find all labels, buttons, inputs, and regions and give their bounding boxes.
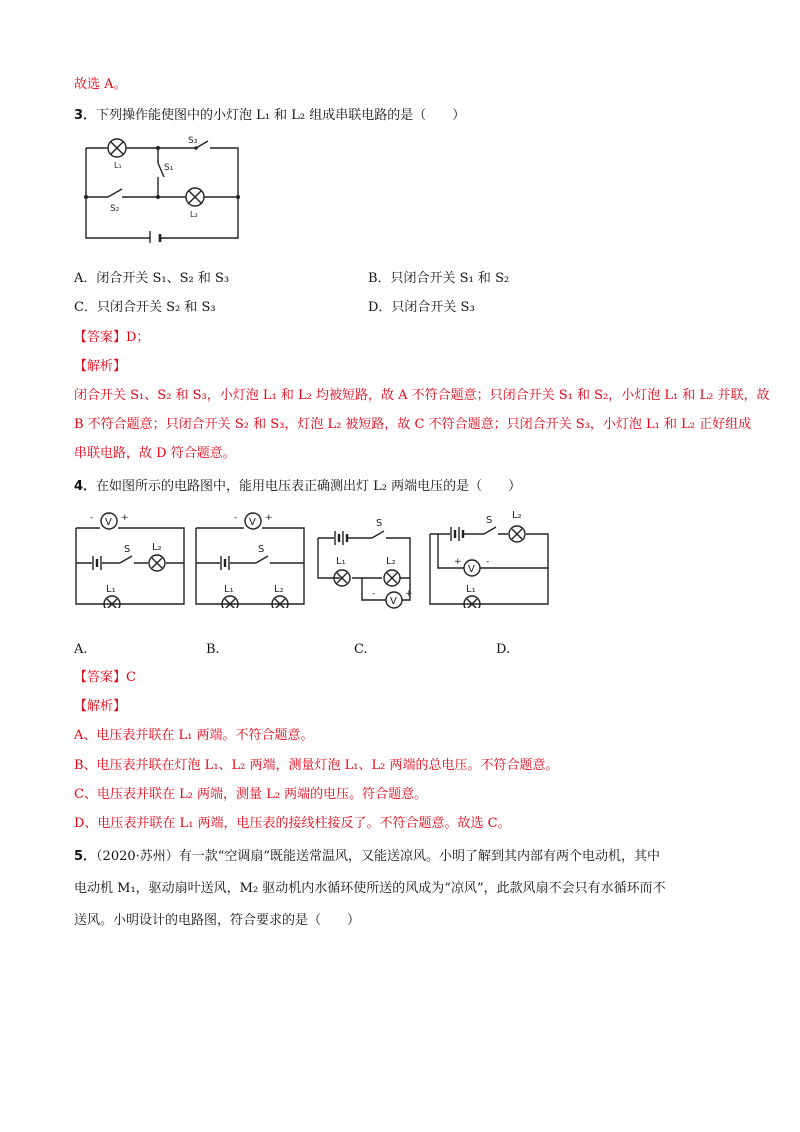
question-4-circuit-a bbox=[72, 508, 192, 608]
question-5-line-2: 电动机 M₁，驱动扇叶送风，M₂ 驱动机内水循环使所送的风成为“凉风”，此款风扇不会只有水循环而不 bbox=[74, 881, 666, 896]
question-5-line-3: 送风。小明设计的电路图，符合要求的是（ ） bbox=[74, 913, 361, 928]
q4a-lamp-l1 bbox=[104, 596, 120, 608]
q3-node-right bbox=[236, 195, 240, 199]
question-4-answer: 【答案】C bbox=[74, 670, 136, 685]
q4c-plus: + bbox=[405, 589, 413, 599]
question-4-option-d[interactable]: D. bbox=[496, 642, 511, 657]
q4c-label-l1: L₁ bbox=[336, 556, 346, 567]
question-3-number: 3． bbox=[74, 108, 97, 123]
question-3-option-d[interactable]: D．只闭合开关 S₃ bbox=[368, 300, 475, 315]
question-4-option-c[interactable]: C. bbox=[354, 642, 368, 657]
q4c-voltmeter bbox=[386, 592, 402, 608]
q3-switch-s3 bbox=[196, 141, 208, 148]
q4b-wire bbox=[196, 528, 304, 604]
question-3-option-b[interactable]: B．只闭合开关 S₁ 和 S₂ bbox=[368, 271, 510, 286]
q3-label-s1: S₁ bbox=[164, 163, 174, 173]
question-4-analysis-line-2: B、电压表并联在灯泡 L₁、L₂ 两端，测量灯泡 L₁、L₂ 两端的总电压。不符合题意。 bbox=[74, 758, 559, 773]
q4b-voltmeter-label: V bbox=[249, 517, 256, 528]
question-3-analysis-line-1: 闭合开关 S₁、S₂ 和 S₃，小灯泡 L₁ 和 L₂ 均被短路，故 A 不符合题意；只闭合开关 S₁ 和 S₂，小灯泡 L₁ 和 L₂ 并联，故 bbox=[74, 388, 770, 403]
q4b-minus: - bbox=[234, 513, 238, 523]
question-4-analysis-line-4: D、电压表并联在 L₁ 两端，电压表的接线柱接反了。不符合题意。故选 C。 bbox=[74, 816, 511, 831]
q4a-voltmeter bbox=[101, 513, 117, 529]
q4a-label-l2: L₂ bbox=[152, 542, 162, 553]
question-3-circuit-diagram bbox=[78, 133, 248, 243]
question-4-option-b[interactable]: B. bbox=[206, 642, 220, 657]
q3-label-s3: S₃ bbox=[188, 136, 198, 146]
q4b-switch bbox=[256, 556, 268, 563]
q3-label-l1: L₁ bbox=[114, 161, 122, 170]
q4b-label-l1: L₁ bbox=[224, 584, 234, 595]
q3-node-top bbox=[156, 146, 160, 150]
q4a-battery bbox=[93, 556, 101, 570]
q4a-label-s: S bbox=[124, 544, 131, 555]
q4b-battery bbox=[221, 556, 229, 570]
q4c-voltmeter-label: V bbox=[390, 596, 397, 607]
q3-switch-s3-contact bbox=[194, 146, 198, 150]
q4c-label-l2: L₂ bbox=[386, 556, 396, 567]
question-4-stem bbox=[74, 478, 521, 496]
q4a-label-l1: L₁ bbox=[106, 584, 116, 595]
q4b-voltmeter bbox=[245, 513, 261, 529]
q3-switch-s2 bbox=[108, 189, 122, 197]
q4b-plus: + bbox=[265, 513, 273, 523]
q4c-label-s: S bbox=[376, 518, 383, 529]
q4d-minus: - bbox=[486, 557, 490, 567]
question-3-answer: 【答案】D； bbox=[74, 330, 150, 345]
question-3-stem bbox=[74, 107, 465, 125]
question-5-number: 5． bbox=[74, 849, 97, 864]
q4a-wire bbox=[76, 528, 184, 604]
question-3-analysis-title: 【解析】 bbox=[74, 359, 127, 374]
q4b-lamp-l2 bbox=[272, 596, 288, 608]
q4b-label-s: S bbox=[258, 544, 265, 555]
question-4-circuit-c bbox=[312, 508, 422, 618]
q4a-voltmeter-label: V bbox=[105, 517, 112, 528]
q4c-minus: - bbox=[372, 589, 376, 599]
q3-outer-wire bbox=[86, 148, 238, 238]
q4c-lamp-l2 bbox=[384, 570, 400, 586]
question-4-analysis-line-3: C、电压表并联在 L₂ 两端，测量 L₂ 两端的电压。符合题意。 bbox=[74, 787, 428, 802]
q3-battery bbox=[150, 231, 160, 243]
q3-label-l2: L₂ bbox=[190, 210, 198, 219]
question-5-line-1 bbox=[74, 848, 660, 866]
question-5-text-1: （2020·苏州）有一款“空调扇”既能送常温风，又能送凉风。小明了解到其内部有两个电动机，其中 bbox=[96, 849, 661, 864]
q4c-battery bbox=[335, 531, 347, 545]
q3-node-left bbox=[84, 195, 88, 199]
q4a-switch bbox=[120, 556, 132, 563]
question-3-option-c[interactable]: C．只闭合开关 S₂ 和 S₃ bbox=[74, 300, 216, 315]
q4d-voltmeter-label: V bbox=[468, 564, 475, 575]
q4a-plus: + bbox=[121, 513, 129, 523]
question-4-circuit-d bbox=[424, 508, 554, 608]
q4d-lamp-l1 bbox=[464, 596, 480, 608]
q4d-label-s: S bbox=[486, 515, 493, 526]
q4a-lamp-l2 bbox=[149, 555, 165, 571]
question-4-number: 4． bbox=[74, 479, 97, 494]
q4d-label-l2: L₂ bbox=[512, 510, 522, 521]
question-3-analysis-line-2: B 不符合题意；只闭合开关 S₂ 和 S₃，灯泡 L₂ 被短路，故 C 不符合题意；只闭合开关 S₃，小灯泡 L₁ 和 L₂ 正好组成 bbox=[74, 417, 752, 432]
q4d-voltmeter bbox=[464, 560, 480, 576]
question-3-text: 下列操作能使图中的小灯泡 L₁ 和 L₂ 组成串联电路的是（ ） bbox=[96, 108, 466, 123]
q4c-switch bbox=[372, 531, 384, 538]
question-3-option-a[interactable]: A．闭合开关 S₁、S₂ 和 S₃ bbox=[74, 271, 230, 286]
q4d-label-l1: L₁ bbox=[466, 584, 476, 595]
question-3-analysis-line-3: 串联电路，故 D 符合题意。 bbox=[74, 446, 236, 461]
q4d-wire bbox=[430, 534, 548, 604]
q4b-lamp-l1 bbox=[222, 596, 238, 608]
q4a-minus: - bbox=[90, 513, 94, 523]
question-4-analysis-line-1: A、电压表并联在 L₁ 两端。不符合题意。 bbox=[74, 728, 314, 743]
q3-label-s2: S₂ bbox=[110, 204, 120, 214]
previous-answer-tail: 故选 A。 bbox=[74, 77, 127, 92]
question-4-option-a[interactable]: A. bbox=[74, 642, 88, 657]
q4d-switch bbox=[484, 527, 496, 534]
q3-lamp-l2 bbox=[186, 188, 204, 206]
question-4-text: 在如图所示的电路图中，能用电压表正确测出灯 L₂ 两端电压的是（ ） bbox=[96, 479, 522, 494]
q3-lamp-l1 bbox=[108, 139, 126, 157]
q4d-plus: + bbox=[454, 557, 462, 567]
question-4-analysis-title: 【解析】 bbox=[74, 699, 127, 714]
q4d-lamp-l2 bbox=[509, 526, 525, 542]
q4d-battery bbox=[451, 527, 463, 541]
q4b-label-l2: L₂ bbox=[274, 584, 284, 595]
question-4-circuit-b bbox=[192, 508, 312, 608]
